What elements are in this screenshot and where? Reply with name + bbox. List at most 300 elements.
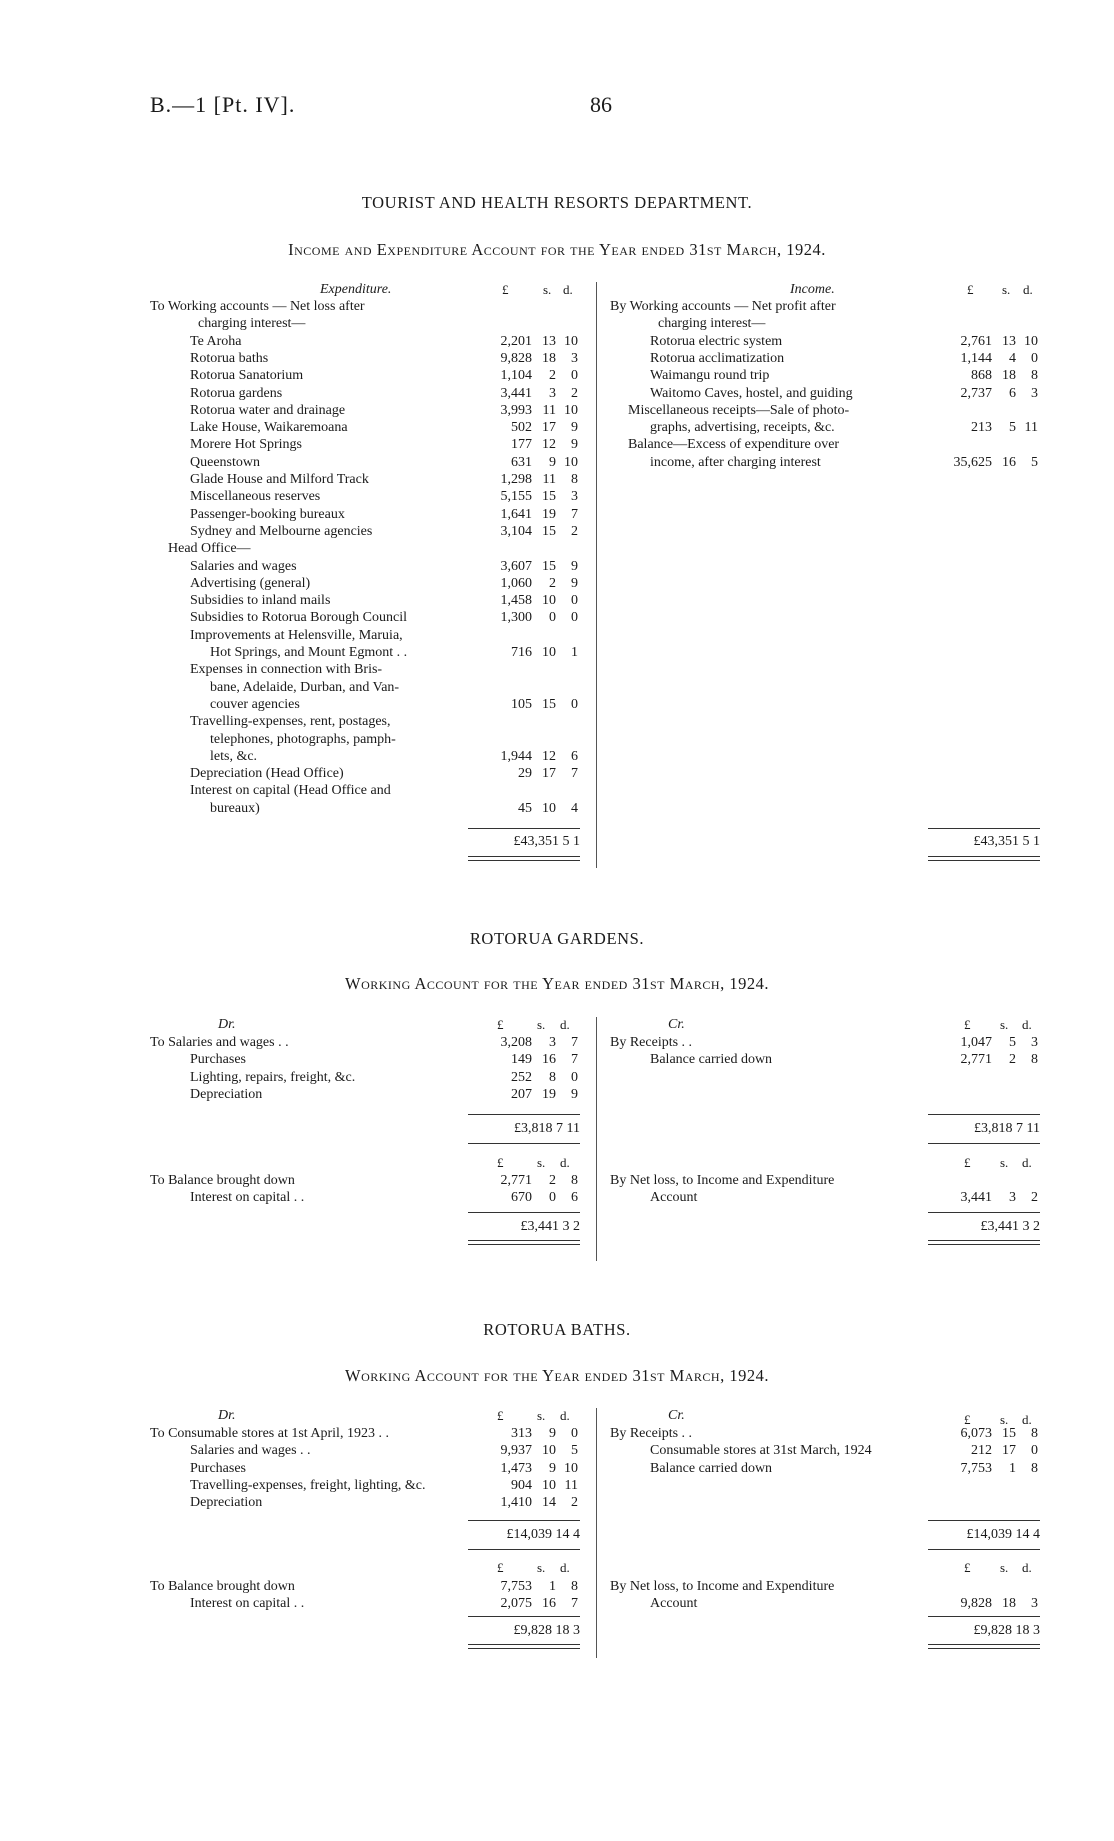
cr-heading: Cr. — [668, 1017, 685, 1032]
ledger-row — [610, 350, 1038, 367]
ledger-pounds: 213 — [971, 420, 992, 436]
ledger-row-label: To Consumable stores at 1st April, 1923 . . — [150, 1426, 389, 1441]
ledger-row — [150, 696, 578, 713]
col-pounds-g-r: £ — [964, 1017, 971, 1032]
ledger-pence: 0 — [571, 610, 578, 626]
ledger-row — [150, 1051, 578, 1068]
ledger-pence: 8 — [1031, 1460, 1038, 1476]
ledger-pence: 10 — [564, 402, 578, 418]
col-shillings: s. — [543, 282, 552, 297]
col-pounds-g: £ — [497, 1017, 504, 1032]
ledger-row — [610, 1189, 1038, 1206]
ledger-row-label: Hot Springs, and Mount Egmont . . — [210, 645, 408, 660]
ledger-shillings: 6 — [1009, 385, 1016, 401]
total-rule-right — [928, 828, 1040, 829]
col-shillings-g-r: s. — [1000, 1017, 1009, 1032]
ledger-row — [150, 1460, 578, 1477]
ledger-row-label: Depreciation — [190, 1495, 263, 1511]
ledger-row-label: Lake House, Waikaremoana — [190, 420, 348, 436]
gardens-rule-r1 — [928, 1114, 1040, 1115]
ledger-row — [150, 1578, 578, 1595]
ledger-row-label: Head Office— — [168, 541, 251, 557]
ledger-row-label: Miscellaneous receipts—Sale of photo- — [628, 402, 850, 418]
ledger-pence: 4 — [571, 800, 578, 816]
ledger-pounds: 1,458 — [500, 593, 532, 609]
ledger-row-label: Balance carried down — [650, 1460, 773, 1476]
ledger-row — [150, 575, 578, 592]
ledger-shillings: 15 — [542, 558, 556, 574]
ledger-shillings: 0 — [549, 610, 556, 626]
ledger-shillings: 16 — [542, 1052, 556, 1068]
ledger-pounds: 7,753 — [500, 1579, 532, 1594]
ledger-pence: 7 — [571, 766, 578, 782]
ledger-pence: 2 — [571, 523, 578, 539]
ledger-row-label: Sydney and Melbourne agencies — [190, 523, 373, 539]
ledger-pounds: 1,047 — [960, 1035, 992, 1050]
ledger-row — [610, 419, 1038, 436]
ledger-pounds: 105 — [511, 696, 532, 712]
ledger-row-label: To Balance brought down — [150, 1579, 295, 1594]
col-pounds: £ — [502, 282, 509, 297]
gardens-rule-l1 — [468, 1114, 580, 1115]
gardens-total2-right: £3,441 3 2 — [980, 1219, 1040, 1234]
col-pounds-b2: £ — [497, 1560, 504, 1575]
ledger-row — [150, 436, 578, 453]
ledger-row — [610, 298, 1038, 315]
ledger-shillings: 17 — [542, 420, 556, 436]
ledger-pounds: 2,201 — [500, 333, 532, 349]
ledger-shillings: 10 — [542, 1477, 556, 1493]
ledger-pence: 10 — [564, 333, 578, 349]
ledger-pounds: 868 — [971, 368, 992, 384]
ledger-pence: 9 — [571, 420, 578, 436]
ledger-row-label: By Working accounts — Net profit after — [610, 299, 836, 314]
ledger-row — [150, 454, 578, 471]
ledger-row — [150, 471, 578, 488]
ledger-row-label: Balance carried down — [650, 1052, 773, 1068]
ledger-row-label: Queenstown — [190, 454, 260, 470]
ledger-row — [150, 765, 578, 782]
gardens-total-left: £3,818 7 11 — [514, 1121, 580, 1136]
ledger-pounds: 2,771 — [500, 1173, 532, 1188]
ledger-pounds: 29 — [518, 766, 532, 782]
ledger-shillings: 18 — [1002, 368, 1016, 384]
col-pence-g2-r: d. — [1022, 1155, 1032, 1170]
ledger-row — [150, 1477, 578, 1494]
ledger-row — [610, 1425, 1038, 1442]
ledger-pounds: 2,075 — [500, 1596, 532, 1612]
ledger-shillings: 14 — [542, 1495, 556, 1511]
gardens-rule-r3 — [928, 1212, 1040, 1213]
ledger-shillings: 8 — [549, 1069, 556, 1085]
section-title-baths: ROTORUA BATHS. — [483, 1320, 631, 1339]
ledger-row-label: Salaries and wages — [190, 558, 297, 574]
expenditure-total: £43,351 5 1 — [513, 834, 580, 849]
ledger-shillings: 15 — [542, 523, 556, 539]
ledger-shillings: 9 — [549, 1426, 556, 1441]
ledger-pence: 1 — [571, 645, 578, 660]
income-heading: Income. — [790, 282, 835, 297]
ledger-row — [150, 800, 578, 817]
ledger-pence: 11 — [1024, 420, 1038, 436]
ledger-pence: 8 — [1031, 1052, 1038, 1068]
ledger-row — [150, 1069, 578, 1086]
ledger-pounds: 3,441 — [960, 1190, 992, 1206]
ledger-shillings: 12 — [542, 748, 556, 764]
ledger-pounds: 3,441 — [500, 385, 532, 401]
section-subtitle-baths: Working Account for the Year ended 31st March, 1924. — [345, 1366, 769, 1385]
ledger-shillings: 2 — [1009, 1052, 1016, 1068]
ledger-row — [150, 298, 578, 315]
gardens-double-rule-right — [928, 1240, 1040, 1245]
ledger-pounds: 9,828 — [500, 350, 532, 366]
section-subtitle-gardens: Working Account for the Year ended 31st March, 1924. — [345, 974, 769, 993]
ledger-pence: 6 — [571, 1190, 578, 1206]
ledger-pounds: 3,993 — [500, 402, 532, 418]
gardens-rule-l3 — [468, 1212, 580, 1213]
ledger-row — [150, 1595, 578, 1612]
ledger-row-label: By Net loss, to Income and Expenditure — [610, 1579, 835, 1594]
ledger-pounds: 149 — [511, 1052, 532, 1068]
ledger-row — [150, 315, 578, 332]
ledger-row — [610, 1172, 1038, 1189]
ledger-pounds: 1,144 — [960, 350, 992, 366]
ledger-row-label: Miscellaneous reserves — [190, 489, 321, 505]
section-subtitle-tourist: Income and Expenditure Account for the Year ended 31st March, 1924. — [288, 240, 826, 259]
ledger-row-label: To Balance brought down — [150, 1173, 295, 1188]
ledger-row-label: Account — [650, 1596, 698, 1612]
ledger-row-label: Interest on capital . . — [190, 1190, 305, 1206]
col-pence-b-r: d. — [1022, 1412, 1032, 1427]
ledger-pounds: 1,300 — [500, 610, 532, 626]
ledger-shillings: 16 — [1002, 454, 1016, 470]
ledger-row-label: couver agencies — [210, 696, 300, 712]
ledger-pence: 0 — [571, 1069, 578, 1085]
ledger-pence: 0 — [571, 1426, 578, 1441]
ledger-row — [610, 1595, 1038, 1612]
ledger-row — [150, 350, 578, 367]
ledger-row — [610, 1034, 1038, 1051]
ledger-pence: 7 — [571, 1052, 578, 1068]
ledger-pounds: 3,208 — [500, 1035, 532, 1050]
ledger-row — [150, 402, 578, 419]
col-pence-r: d. — [1023, 282, 1033, 297]
ledger-row — [150, 558, 578, 575]
ledger-row-label: By Receipts . . — [610, 1426, 693, 1441]
column-divider — [596, 282, 597, 868]
ledger-row — [150, 506, 578, 523]
col-shillings-b-r: s. — [1000, 1412, 1009, 1427]
ledger-pence: 11 — [564, 1477, 578, 1493]
ledger-row-label: income, after charging interest — [650, 454, 821, 470]
ledger-row-label: Improvements at Helensville, Maruia, — [190, 627, 403, 643]
gardens-rule-l2 — [468, 1143, 580, 1144]
col-shillings-g2-r: s. — [1000, 1155, 1009, 1170]
ledger-row-label: Purchases — [190, 1460, 246, 1476]
ledger-pence: 7 — [571, 1035, 578, 1050]
dr-heading-baths: Dr. — [218, 1408, 236, 1423]
ledger-pence: 2 — [571, 385, 578, 401]
expenditure-heading: Expenditure. — [320, 282, 392, 297]
ledger-shillings: 16 — [542, 1596, 556, 1612]
col-pounds-r: £ — [967, 282, 974, 297]
ledger-row-label: bureaux) — [210, 800, 260, 816]
ledger-row — [150, 627, 578, 644]
ledger-row — [150, 1034, 578, 1051]
ledger-pounds: 177 — [511, 437, 532, 453]
ledger-row-label: Travelling-expenses, freight, lighting, &c. — [190, 1477, 426, 1493]
income-total: £43,351 5 1 — [973, 834, 1040, 849]
col-shillings-g: s. — [537, 1017, 546, 1032]
ledger-row — [150, 1494, 578, 1511]
ledger-row-label: Waimangu round trip — [650, 368, 770, 384]
double-rule-left — [468, 856, 580, 861]
ledger-row-label: Account — [650, 1190, 698, 1206]
ledger-pounds: 35,625 — [953, 454, 992, 470]
ledger-row — [150, 1172, 578, 1189]
gardens-rule-r2 — [928, 1143, 1040, 1144]
ledger-shillings: 11 — [542, 402, 556, 418]
ledger-pounds: 9,828 — [960, 1596, 992, 1612]
ledger-pence: 0 — [1031, 350, 1038, 366]
ledger-pounds: 6,073 — [960, 1426, 992, 1441]
ledger-pounds: 45 — [518, 800, 532, 816]
col-pounds-b: £ — [497, 1408, 504, 1423]
ledger-row — [610, 367, 1038, 384]
ledger-pence: 9 — [571, 1086, 578, 1102]
ledger-row — [150, 419, 578, 436]
ledger-shillings: 3 — [549, 385, 556, 401]
page-number: 86 — [590, 92, 612, 117]
ledger-row — [150, 592, 578, 609]
ledger-row-label: Salaries and wages . . — [190, 1443, 311, 1459]
ledger-shillings: 10 — [542, 645, 556, 660]
ledger-row — [150, 713, 578, 730]
ledger-shillings: 18 — [1002, 1596, 1016, 1612]
ledger-row-label: Morere Hot Springs — [190, 437, 302, 453]
ledger-row-label: Subsidies to inland mails — [190, 593, 331, 609]
baths-rule-r3 — [928, 1616, 1040, 1617]
ledger-row — [610, 315, 1038, 332]
ledger-shillings: 10 — [542, 800, 556, 816]
ledger-row-label: Rotorua electric system — [650, 333, 783, 349]
ledger-pounds: 1,410 — [500, 1495, 532, 1511]
ledger-row — [610, 1442, 1038, 1459]
ledger-pounds: 904 — [511, 1477, 532, 1493]
ledger-shillings: 15 — [542, 489, 556, 505]
baths-total-right: £14,039 14 4 — [966, 1527, 1040, 1542]
ledger-row — [150, 540, 578, 557]
ledger-shillings: 9 — [549, 454, 556, 470]
ledger-row-label: Balance—Excess of expenditure over — [628, 437, 840, 453]
col-shillings-r: s. — [1002, 282, 1011, 297]
double-rule-right — [928, 856, 1040, 861]
ledger-pence: 0 — [571, 696, 578, 712]
document-reference: B.—1 [Pt. IV]. — [150, 92, 296, 117]
ledger-pounds: 2,771 — [960, 1052, 992, 1068]
col-pounds-b2-r: £ — [964, 1560, 971, 1575]
ledger-row-label: Rotorua gardens — [190, 385, 283, 401]
baths-rule-l1 — [468, 1520, 580, 1521]
ledger-row-label: Travelling-expenses, rent, postages, — [190, 714, 391, 730]
ledger-pence: 8 — [571, 1173, 578, 1188]
ledger-row-label: By Net loss, to Income and Expenditure — [610, 1173, 835, 1188]
ledger-row-label: charging interest— — [658, 316, 766, 332]
ledger-row-label: Te Aroha — [190, 333, 242, 349]
ledger-shillings: 4 — [1009, 350, 1016, 366]
ledger-shillings: 13 — [1002, 333, 1016, 349]
ledger-row — [610, 1578, 1038, 1595]
ledger-pence: 0 — [571, 593, 578, 609]
ledger-pounds: 1,641 — [500, 506, 532, 522]
ledger-pence: 9 — [571, 575, 578, 591]
section-title-gardens: ROTORUA GARDENS. — [469, 929, 645, 948]
ledger-row-label: Rotorua water and drainage — [190, 402, 346, 418]
gardens-total2-left: £3,441 3 2 — [520, 1219, 580, 1234]
ledger-pounds: 2,761 — [960, 333, 992, 349]
ledger-pounds: 252 — [511, 1069, 532, 1085]
ledger-shillings: 11 — [542, 472, 556, 487]
ledger-row — [610, 1051, 1038, 1068]
ledger-pounds: 212 — [971, 1443, 992, 1459]
ledger-row — [150, 1189, 578, 1206]
ledger-row — [150, 1442, 578, 1459]
ledger-row — [150, 488, 578, 505]
ledger-row-label: By Receipts . . — [610, 1035, 693, 1050]
baths-double-rule-right — [928, 1644, 1040, 1649]
ledger-pence: 10 — [1024, 333, 1038, 349]
ledger-shillings: 2 — [549, 368, 556, 384]
ledger-row — [150, 523, 578, 540]
gardens-double-rule-left — [468, 1240, 580, 1245]
gardens-total-right: £3,818 7 11 — [974, 1121, 1040, 1136]
ledger-pence: 5 — [1031, 454, 1038, 470]
ledger-row — [150, 679, 578, 696]
baths-total2-right: £9,828 18 3 — [973, 1623, 1040, 1638]
ledger-pence: 10 — [564, 454, 578, 470]
col-shillings-g2: s. — [537, 1155, 546, 1170]
ledger-row — [610, 1460, 1038, 1477]
ledger-row — [150, 731, 578, 748]
ledger-shillings: 15 — [542, 696, 556, 712]
ledger-shillings: 12 — [542, 437, 556, 453]
ledger-shillings: 19 — [542, 506, 556, 522]
ledger-pounds: 1,298 — [500, 472, 532, 487]
ledger-shillings: 10 — [542, 593, 556, 609]
ledger-pence: 3 — [571, 489, 578, 505]
ledger-shillings: 5 — [1009, 1035, 1016, 1050]
ledger-pence: 9 — [571, 558, 578, 574]
col-pounds-b-r: £ — [964, 1412, 971, 1427]
ledger-row — [150, 609, 578, 626]
ledger-row-label: Waitomo Caves, hostel, and guiding — [650, 385, 853, 401]
ledger-pounds: 502 — [511, 420, 532, 436]
ledger-row-label: Purchases — [190, 1052, 246, 1068]
ledger-pounds: 1,060 — [500, 575, 532, 591]
baths-total-left: £14,039 14 4 — [506, 1527, 580, 1542]
cr-heading-baths: Cr. — [668, 1408, 685, 1423]
ledger-row-label: Rotorua baths — [190, 350, 269, 366]
ledger-pence: 7 — [571, 506, 578, 522]
ledger-pence: 3 — [571, 350, 578, 366]
ledger-row-label: Rotorua Sanatorium — [190, 368, 304, 384]
ledger-row-label: graphs, advertising, receipts, &c. — [650, 420, 835, 436]
ledger-pounds: 3,104 — [500, 523, 532, 539]
ledger-row — [610, 454, 1038, 471]
ledger-pence: 8 — [1031, 1426, 1038, 1441]
ledger-shillings: 15 — [1002, 1426, 1016, 1441]
ledger-row-label: To Salaries and wages . . — [150, 1035, 289, 1050]
col-pence-g2: d. — [560, 1155, 570, 1170]
ledger-shillings: 3 — [1009, 1190, 1016, 1206]
ledger-pounds: 2,737 — [960, 385, 992, 401]
ledger-row — [610, 436, 1038, 453]
ledger-pence: 8 — [571, 1579, 578, 1594]
ledger-pounds: 7,753 — [960, 1460, 992, 1476]
ledger-row-label: Passenger-booking bureaux — [190, 506, 345, 522]
ledger-row-label: lets, &c. — [210, 748, 258, 764]
ledger-pounds: 3,607 — [500, 558, 532, 574]
ledger-pence: 7 — [571, 1596, 578, 1612]
ledger-row — [150, 644, 578, 661]
ledger-pence: 2 — [571, 1495, 578, 1511]
ledger-row-label: Consumable stores at 31st March, 1924 — [650, 1443, 872, 1459]
ledger-pence: 10 — [564, 1460, 578, 1476]
ledger-pounds: 9,937 — [500, 1443, 532, 1459]
col-pence-g-r: d. — [1022, 1017, 1032, 1032]
ledger-pounds: 313 — [511, 1426, 532, 1441]
ledger-shillings: 1 — [549, 1579, 556, 1594]
ledger-row-label: To Working accounts — Net loss after — [150, 299, 365, 314]
ledger-shillings: 2 — [549, 1173, 556, 1188]
ledger-row — [150, 1086, 578, 1103]
col-pence-g: d. — [560, 1017, 570, 1032]
ledger-row — [150, 385, 578, 402]
ledger-row-label: Depreciation — [190, 1086, 263, 1102]
ledger-pounds: 1,473 — [500, 1460, 532, 1476]
ledger-row-label: Glade House and Milford Track — [190, 472, 369, 487]
ledger-pence: 6 — [571, 748, 578, 764]
ledger-row — [150, 1425, 578, 1442]
ledger-row — [150, 782, 578, 799]
ledger-row-label: Interest on capital (Head Office and — [190, 783, 391, 799]
col-pence-b2-r: d. — [1022, 1560, 1032, 1575]
ledger-row-label: Interest on capital . . — [190, 1596, 305, 1612]
baths-total2-left: £9,828 18 3 — [513, 1623, 580, 1638]
column-divider-baths — [596, 1408, 597, 1658]
ledger-row — [150, 661, 578, 678]
baths-rule-l3 — [468, 1616, 580, 1617]
baths-rule-r1 — [928, 1520, 1040, 1521]
column-divider-gardens — [596, 1017, 597, 1261]
ledger-shillings: 10 — [542, 1443, 556, 1459]
col-pence: d. — [563, 282, 573, 297]
ledger-pence: 9 — [571, 437, 578, 453]
ledger-pounds: 1,944 — [500, 748, 532, 764]
col-pence-b2: d. — [560, 1560, 570, 1575]
ledger-pounds: 631 — [511, 454, 532, 470]
ledger-pence: 0 — [1031, 1443, 1038, 1459]
col-pence-b: d. — [560, 1408, 570, 1423]
ledger-row-label: Lighting, repairs, freight, &c. — [190, 1069, 356, 1085]
ledger-pounds: 1,104 — [500, 368, 532, 384]
ledger-pence: 8 — [1031, 368, 1038, 384]
ledger-row — [150, 748, 578, 765]
ledger-pounds: 5,155 — [500, 489, 532, 505]
baths-rule-l2 — [468, 1549, 580, 1550]
ledger-shillings: 3 — [549, 1035, 556, 1050]
ledger-row — [150, 367, 578, 384]
